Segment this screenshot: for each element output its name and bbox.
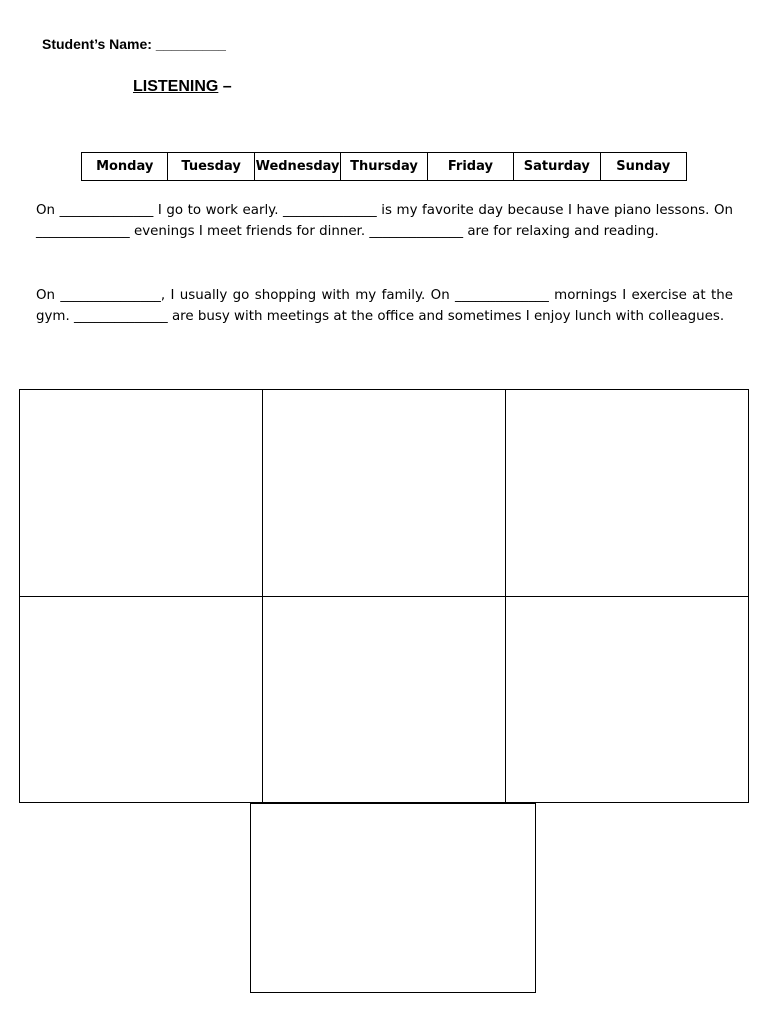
days-table	[81, 152, 687, 181]
day-cell-saturday: Saturday	[514, 153, 600, 181]
drawing-box-3	[506, 390, 749, 597]
day-cell-friday: Friday	[427, 153, 513, 181]
days-row	[82, 153, 687, 181]
drawing-box-4	[20, 597, 263, 804]
drawing-box-7	[250, 803, 536, 993]
drawing-box-6	[506, 597, 749, 804]
day-cell-sunday: Sunday	[600, 153, 686, 181]
drawing-box-5	[263, 597, 506, 804]
day-cell-thursday: Thursday	[341, 153, 427, 181]
day-cell-wednesday: Wednesday	[254, 153, 340, 181]
page-title	[133, 78, 232, 96]
day-cell-tuesday: Tuesday	[168, 153, 254, 181]
day-cell-monday: Monday	[82, 153, 168, 181]
drawing-box-1	[20, 390, 263, 597]
title-dash: –	[218, 78, 232, 95]
paragraph-1: On ______________ I go to work early. ______________ is my favorite day because I have piano lessons. On ______________ evenings I meet friends for dinner. ______________ are for relaxing and reading.	[36, 203, 733, 239]
drawing-grid	[19, 389, 749, 803]
drawing-box-2	[263, 390, 506, 597]
title-text: LISTENING	[133, 78, 219, 95]
student-name-label: Student’s Name: _________	[42, 36, 226, 52]
paragraph-2: On _______________, I usually go shopping with my family. On ______________ mornings I exercise at the gym. ______________ are busy with meetings at the office and sometimes I enjoy lunch with colleagues.	[36, 288, 733, 324]
